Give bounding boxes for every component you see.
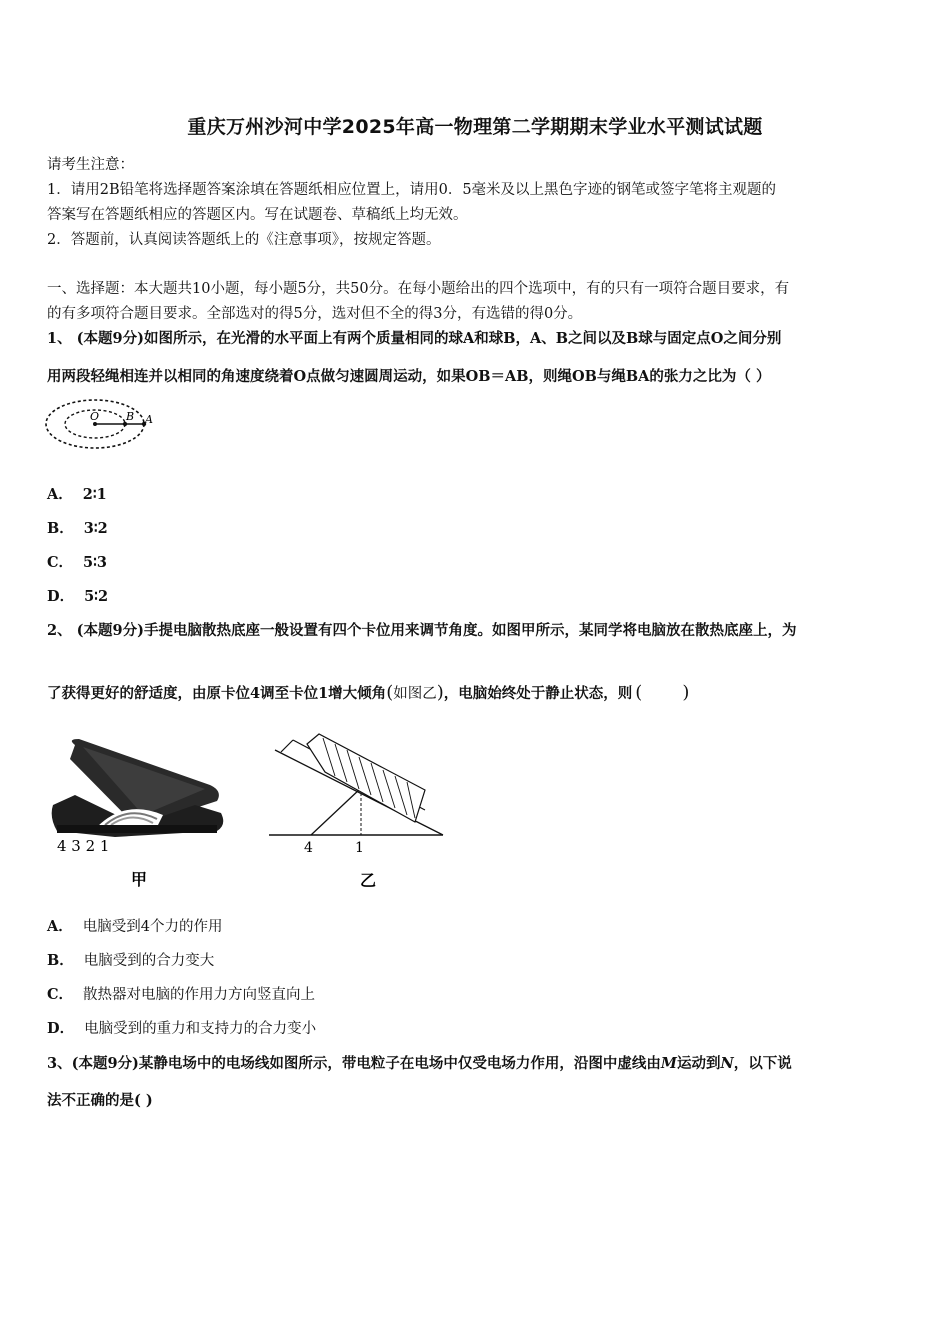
q2-option-c[interactable]: C． 散热器对电脑的作用力方向竖直向上	[47, 986, 316, 1003]
notice-heading: 请考生注意：	[47, 157, 134, 173]
section-intro-line2: 的有多项符合题目要求。全部选对的得5分，选对但不全的得3分，有选错的得0分。	[47, 306, 583, 322]
q1-option-b[interactable]: B． 3∶2	[47, 520, 108, 537]
q1-fig-label-o: O	[90, 410, 100, 423]
q2-stem-line1: 2、 (本题9分)手提电脑散热底座一般设置有四个卡位用来调节角度。如图甲所示，某同学将电脑放在散热底座上，为	[47, 622, 797, 639]
q2-option-a[interactable]: A． 电脑受到4个力的作用	[47, 918, 223, 935]
q2-yi-label-4: 4	[304, 840, 313, 856]
q1-figure-circles	[43, 396, 163, 456]
q2-paren-close: )	[436, 682, 444, 703]
notice-item-1a: 1．请用2B铅笔将选择题答案涂填在答题纸相应位置上，请用0．5毫米及以上黑色字迹的钢笔或签字笔将主观题的	[47, 182, 777, 198]
q1-stem-line1: 1、 (本题9分)如图所示，在光滑的水平面上有两个质量相同的球A和球B，A、B之间以及B球与固定点O之间分别	[47, 330, 782, 347]
q1-fig-label-b: B	[126, 410, 135, 423]
q2-figure-jia	[45, 735, 235, 895]
q2-option-b[interactable]: B． 电脑受到的合力变大	[47, 952, 215, 969]
q2-jia-caption: 甲	[131, 870, 148, 889]
q1-option-a[interactable]: A． 2∶1	[47, 486, 107, 503]
section-intro-line1: 一、选择题：本大题共10小题，每小题5分，共50分。在每小题给出的四个选项中，有的只有一项符合题目要求，有	[47, 281, 790, 297]
q1-option-c[interactable]: C． 5∶3	[47, 554, 107, 571]
notice-item-2: 2．答题前，认真阅读答题纸上的《注意事项》，按规定答题。	[47, 232, 441, 248]
q1-fig-label-a: A	[145, 413, 153, 426]
q2-stem-line2: 了获得更好的舒适度，由原卡位4调至卡位1增大倾角(如图乙)，电脑始终处于静止状态，则 ( )	[47, 682, 690, 703]
q2-paren-open: (	[386, 682, 394, 703]
q3-stem-line1: 3、(本题9分)某静电场中的电场线如图所示，带电粒子在电场中仅受电场力作用，沿图中虚线由M运动到N，以下说	[47, 1055, 792, 1072]
q2-jia-slot-numbers: 4 3 2 1	[57, 837, 110, 855]
q2-figure-yi	[265, 730, 450, 895]
page-title: 重庆万州沙河中学2025年高一物理第二学期期末学业水平测试试题	[187, 116, 763, 138]
notice-item-1b: 答案写在答题纸相应的答题区内。写在试题卷、草稿纸上均无效。	[47, 207, 468, 223]
q2-yi-caption: 乙	[360, 871, 377, 890]
q2-yi-label-1: 1	[355, 840, 364, 856]
q1-stem-line2: 用两段轻绳相连并以相同的角速度绕着O点做匀速圆周运动，如果OB＝AB，则绳OB与绳BA的张力之比为（ ）	[47, 368, 771, 385]
q3-stem-line2: 法不正确的是( )	[47, 1092, 153, 1109]
q2-option-d[interactable]: D． 电脑受到的重力和支持力的合力变小	[47, 1020, 317, 1037]
q2-answer-paren: ( )	[635, 682, 690, 703]
q1-option-d[interactable]: D． 5∶2	[47, 588, 109, 605]
